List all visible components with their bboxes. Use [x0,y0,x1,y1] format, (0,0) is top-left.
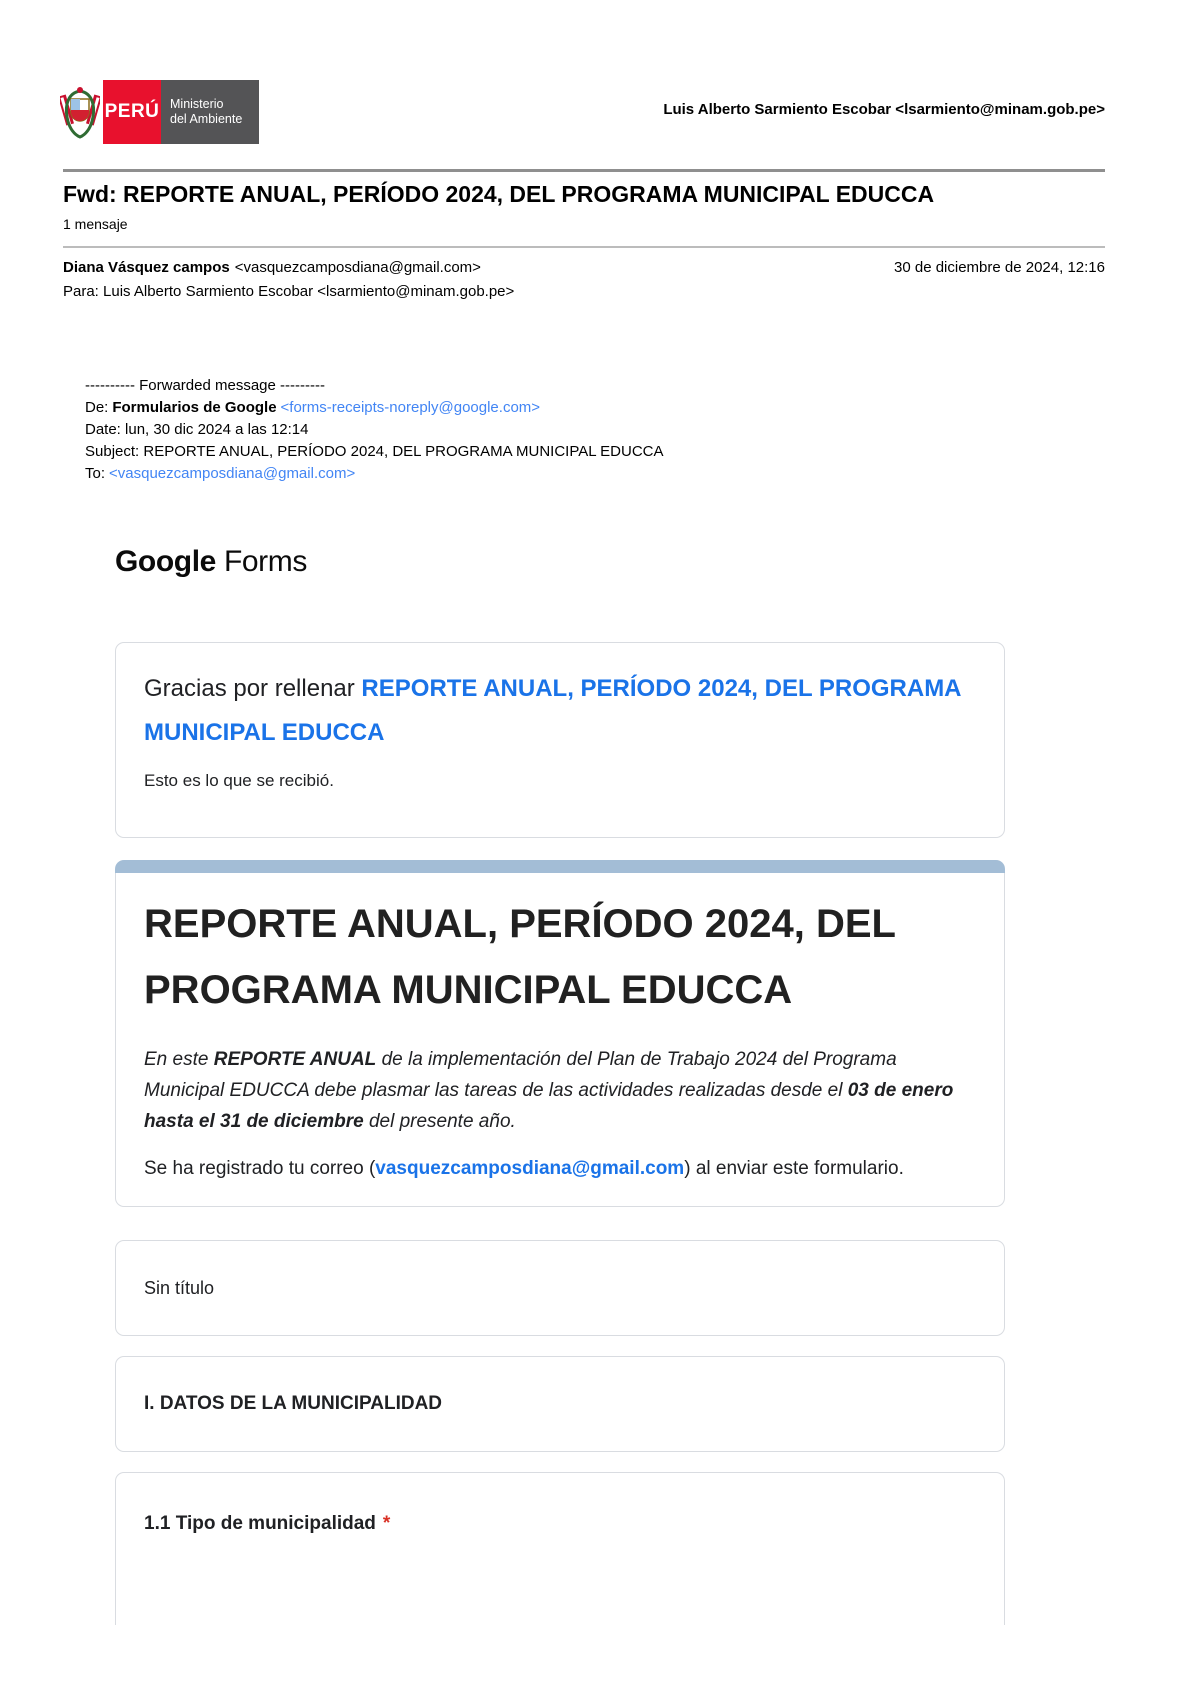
ministry-line2: del Ambiente [170,112,243,126]
section-1-card [115,1356,1005,1452]
forwarded-message-block [85,375,664,485]
forwarded-to-line [85,463,664,485]
forwarded-to-label: To: [85,465,106,482]
thanks-card [115,642,1005,838]
forwarded-from-email-link[interactable]: <forms-receipts-noreply@google.com> [280,399,541,416]
section-1-title: I. DATOS DE LA MUNICIPALIDAD [144,1393,443,1414]
forwarded-to-email-link[interactable]: <vasquezcamposdiana@gmail.com> [109,465,356,482]
question-1-1-label-row [144,1513,976,1535]
forms-wordmark: Forms [223,545,307,578]
registered-email-link[interactable]: vasquezcamposdiana@gmail.com [375,1158,685,1179]
forwarded-subject-line: Subject: REPORTE ANUAL, PERÍODO 2024, DEL PROGRAMA MUNICIPAL EDUCCA [85,443,664,460]
message-recipient-line: Para: Luis Alberto Sarmiento Escobar <lsarmiento@minam.gob.pe> [63,283,515,300]
thanks-subtext: Esto es lo que se recibió. [144,771,334,790]
message-sender [63,259,481,276]
message-date: 30 de diciembre de 2024, 12:16 [894,259,1105,276]
form-header-card [115,873,1005,1207]
peru-brand-label: PERÚ [104,101,160,122]
google-forms-logo [115,545,307,579]
form-description [144,1044,976,1137]
registered-email-note [144,1158,976,1180]
question-1-1-card [115,1472,1005,1625]
message-divider [63,246,1105,248]
thanks-heading [144,667,976,755]
message-header [63,259,1105,276]
form-description-bold: REPORTE ANUAL [213,1049,377,1070]
thanks-text: Gracias por rellenar [144,675,362,702]
forwarded-divider-line: ---------- Forwarded message --------- [85,377,325,394]
thread-message-count: 1 mensaje [63,216,128,232]
required-asterisk: * [382,1513,391,1534]
thread-subject: Fwd: REPORTE ANUAL, PERÍODO 2024, DEL PROGRAMA MUNICIPAL EDUCCA [63,181,935,207]
form-description-bold: 03 de enero hasta el 31 de diciembre [144,1080,954,1132]
ministry-block [161,80,259,144]
peru-coat-of-arms-icon [57,80,103,144]
header-divider [63,169,1105,172]
note-text: Se ha registrado tu correo ( [144,1158,376,1179]
question-1-1-label: 1.1 Tipo de municipalidad [144,1513,376,1534]
forwarded-from-line [85,397,664,419]
untitled-section-label: Sin título [144,1277,215,1298]
minam-logo [57,80,259,144]
sender-address: <vasquezcamposdiana@gmail.com> [234,259,481,276]
form-description-text: En este [144,1049,214,1070]
forwarded-date-line: Date: lun, 30 dic 2024 a las 12:14 [85,421,309,438]
forwarded-from-name: Formularios de Google [112,399,277,416]
untitled-section-card [115,1240,1005,1336]
google-wordmark: Google [115,545,216,578]
form-title: REPORTE ANUAL, PERÍODO 2024, DEL PROGRAMA MUNICIPAL EDUCCA [144,902,896,1012]
ministry-line1: Ministerio [170,97,224,111]
note-text: ) al enviar este formulario. [684,1158,904,1179]
peru-brand-block [103,80,161,144]
sender-name: Diana Vásquez campos [63,259,230,276]
account-owner: Luis Alberto Sarmiento Escobar <lsarmiento@minam.gob.pe> [663,101,1105,118]
form-description-text: de la implementación del Plan de Trabajo 2024 del Programa Municipal EDUCCA debe plasmar las tareas de las actividades realizadas desde el [144,1049,897,1101]
form-title-link[interactable]: REPORTE ANUAL, PERÍODO 2024, DEL PROGRAMA MUNICIPAL EDUCCA [144,675,961,746]
form-theme-bar [115,860,1005,873]
form-description-text: del presente año. [363,1111,516,1132]
forwarded-from-label: De: [85,399,109,416]
